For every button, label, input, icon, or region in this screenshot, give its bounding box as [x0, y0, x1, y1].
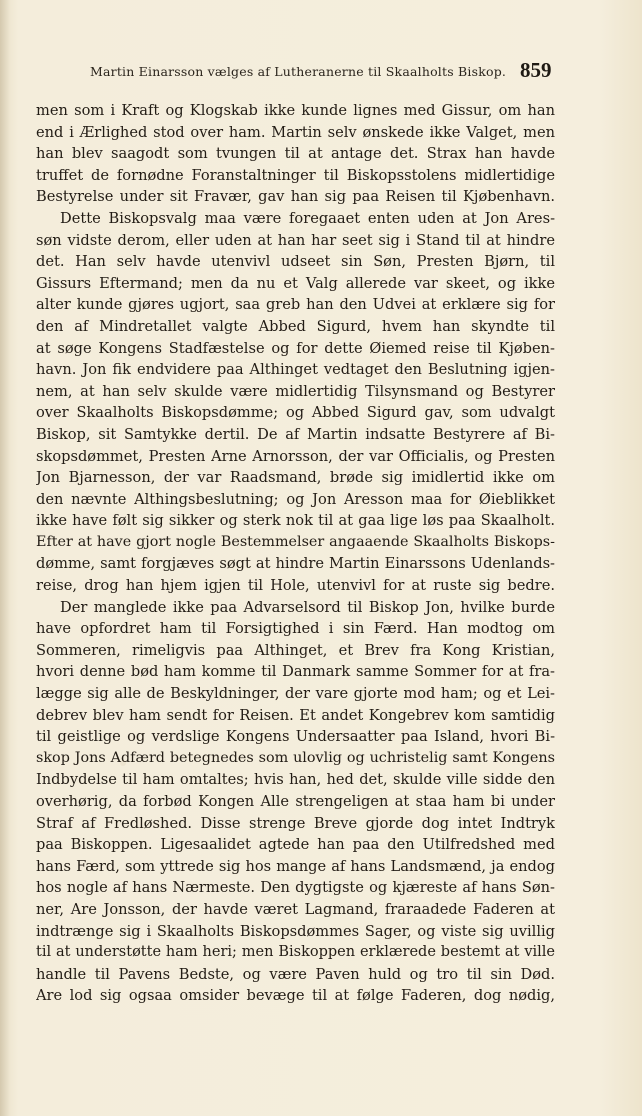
text-line: Der manglede ikke paa Advarselsord til Biskop Jon, hvilke burde	[60, 598, 555, 616]
text-line: alter kunde gjøres ugjort, saa greb han den Udvei at erklære sig for	[36, 296, 555, 314]
text-line: hvori denne bød ham komme til Danmark samme Sommer for at fra-	[36, 663, 555, 681]
text-line: Straf af Fredløshed. Disse strenge Breve gjorde dog intet Indtryk	[36, 814, 555, 832]
text-line: at søge Kongens Stadfæstelse og for dette Øiemed reise til Kjøben-	[36, 339, 555, 357]
text-line: havn. Jon fik endvidere paa Althinget vedtaget den Beslutning igjen-	[36, 361, 555, 379]
page-number: 859	[520, 58, 552, 82]
paper-spot	[120, 760, 126, 766]
text-line: have opfordret ham til Forsigtighed i sin Færd. Han modtog om	[36, 620, 555, 638]
text-line: paa Biskoppen. Ligesaalidet agtede han paa den Utilfredshed med	[36, 836, 555, 854]
text-line: til geistlige og verdslige Kongens Undersaatter paa Island, hvori Bi-	[36, 728, 555, 746]
text-line: den af Mindretallet valgte Abbed Sigurd, hvem han skyndte til	[36, 317, 555, 335]
text-line: den nævnte Althingsbeslutning; og Jon Aresson maa for Øieblikket	[36, 490, 555, 508]
text-line: end i Ærlighed stod over ham. Martin selv ønskede ikke Valget, men	[36, 123, 555, 141]
page-header	[36, 58, 556, 86]
text-line: ikke have følt sig sikker og sterk nok til at gaa lige løs paa Skaalholt.	[36, 512, 555, 530]
text-line: truffet de fornødne Foranstaltninger til Biskopsstolens midlertidige	[36, 166, 555, 184]
text-line: handle til Pavens Bedste, og være Paven huld og tro til sin Død.	[36, 965, 555, 983]
text-line: Jon Bjarnesson, der var Raadsmand, brøde sig imidlertid ikke om	[36, 469, 555, 487]
text-line: hos nogle af hans Nærmeste. Den dygtigste og kjæreste af hans Søn-	[36, 879, 555, 897]
text-line: Biskop, sit Samtykke dertil. De af Martin indsatte Bestyrere af Bi-	[36, 425, 555, 443]
text-line: debrev blev ham sendt for Reisen. Et andet Kongebrev kom samtidig	[36, 706, 555, 724]
body-text	[36, 100, 555, 1007]
text-line: ner, Are Jonsson, der havde været Lagmand, fraraadede Faderen at	[36, 900, 555, 918]
text-line: det. Han selv havde utenvivl udseet sin Søn, Presten Bjørn, til	[36, 253, 555, 271]
text-line: over Skaalholts Biskopsdømme; og Abbed Sigurd gav, som udvalgt	[36, 404, 555, 422]
paper-spot	[418, 300, 422, 304]
text-line: Indbydelse til ham omtaltes; hvis han, hed det, skulde ville sidde den	[36, 771, 555, 789]
text-line: lægge sig alle de Beskyldninger, der vare gjorte mod ham; og et Lei-	[36, 685, 555, 703]
text-line: søn vidste derom, eller uden at han har seet sig i Stand til at hindre	[36, 231, 555, 249]
text-line: Bestyrelse under sit Fravær, gav han sig paa Reisen til Kjøbenhavn.	[36, 188, 555, 206]
text-line: han blev saagodt som tvungen til at antage det. Strax han havde	[36, 145, 555, 163]
text-line: men som i Kraft og Klogskab ikke kunde lignes med Gissur, om han	[36, 102, 555, 119]
text-line: Are lod sig ogsaa omsider bevæge til at følge Faderen, dog nødig,	[36, 987, 555, 1005]
spine-shadow	[0, 0, 10, 1116]
text-line: overhørig, da forbød Kongen Alle strengeligen at staa ham bi under	[36, 793, 555, 810]
text-line: nem, at han selv skulde være midlertidig Tilsynsmand og Bestyrer	[36, 382, 555, 400]
text-line: hans Færd, som yttrede sig hos mange af hans Landsmænd, ja endog	[36, 857, 555, 875]
text-line: Gissurs Eftermand; men da nu et Valg allerede var skeet, og ikke	[36, 274, 555, 292]
text-line: dømme, samt forgjæves søgt at hindre Martin Einarssons Udenlands-	[36, 555, 555, 573]
text-line: reise, drog han hjem igjen til Hole, utenvivl for at ruste sig bedre.	[36, 577, 555, 595]
text-line: til at understøtte ham heri; men Biskoppen erklærede bestemt at ville	[36, 944, 555, 961]
text-line: indtrænge sig i Skaalholts Biskopsdømmes Sager, og viste sig uvillig	[36, 922, 555, 940]
running-title: Martin Einarsson vælges af Lutheranerne til Skaalholts Biskop.	[90, 64, 507, 79]
text-line: skop Jons Adfærd betegnedes som ulovlig og uchristelig samt Kongens	[36, 749, 555, 766]
text-line: Efter at have gjort nogle Bestemmelser angaaende Skaalholts Biskops-	[36, 533, 555, 550]
text-line: Dette Biskopsvalg maa være foregaaet enten uden at Jon Ares-	[60, 209, 555, 227]
text-line: Sommeren, rimeligvis paa Althinget, et Brev fra Kong Kristian,	[36, 641, 555, 659]
text-line: skopsdømmet, Presten Arne Arnorsson, der var Officialis, og Presten	[36, 447, 555, 465]
